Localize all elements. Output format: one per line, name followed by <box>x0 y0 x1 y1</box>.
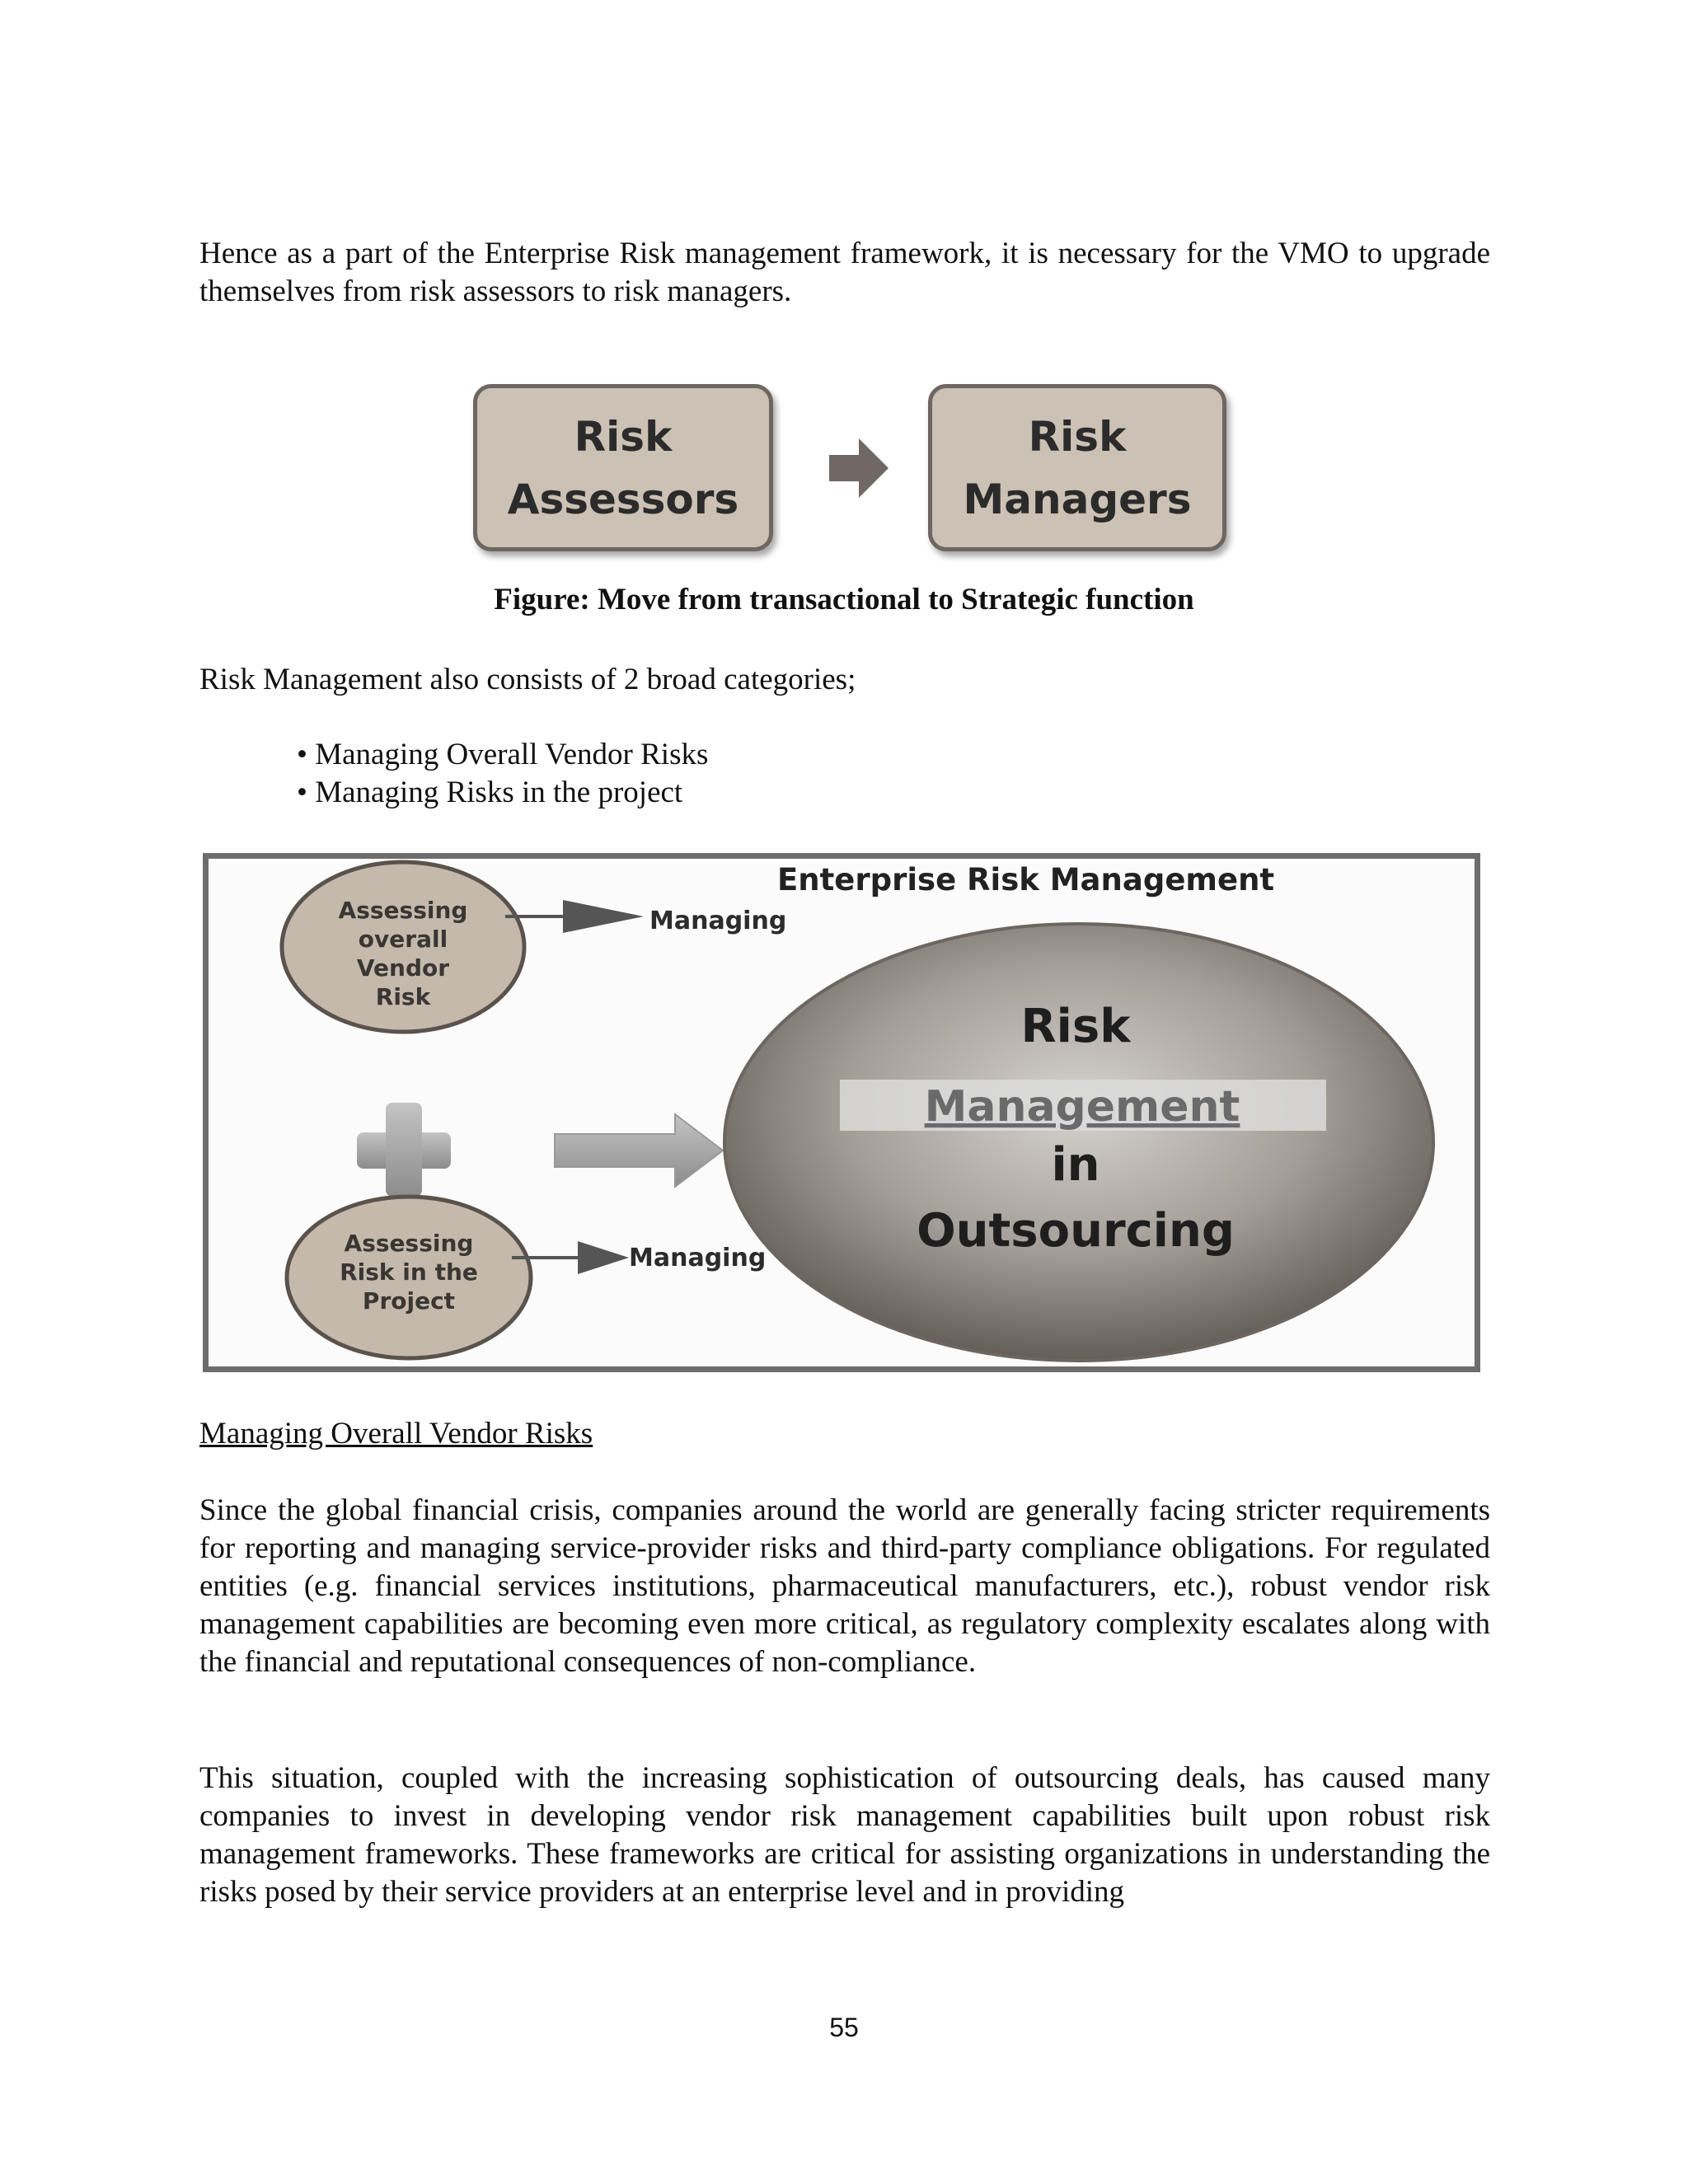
top-arrow-label: Managing <box>649 907 787 935</box>
paragraph-outsourcing: This situation, coupled with the increasing sophistication of outsourcing deals, has caused many companies to invest in developing vendor risk management capabilities built upon robust risk management frameworks. These frameworks are critical for assisting organizations in understanding the risks posed by their service providers at an enterprise level and in providing <box>199 1761 1490 1909</box>
bullet-list <box>297 736 708 812</box>
right-arrow-icon <box>826 435 892 501</box>
erm-title: Enterprise Risk Management <box>777 862 1275 898</box>
risk-managers-line1: Risk <box>1028 412 1127 461</box>
bottom-circle-line2: Risk in the <box>340 1258 478 1286</box>
section-heading: Managing Overall Vendor Risks <box>199 1417 593 1451</box>
top-circle-line1: Assessing <box>338 897 468 924</box>
bottom-arrow-label: Managing <box>629 1244 767 1272</box>
top-circle-line2: overall <box>358 926 448 953</box>
top-circle-line3: Vendor <box>356 954 450 982</box>
figure-caption: Figure: Move from transactional to Strategic function <box>494 583 1194 616</box>
page-number: 55 <box>829 2013 859 2042</box>
risk-assessors-box <box>473 384 773 551</box>
bottom-arrow-head-icon <box>578 1241 629 1274</box>
bullet-item-vendor-risks: • Managing Overall Vendor Risks <box>297 738 709 771</box>
paragraph-financial-crisis: Since the global financial crisis, companies around the world are generally facing stricter requirements for reporting and managing service-provider risks and third-party compliance obligations. For regulated entities (e.g. financial services institutions, pharmaceutical manufacturers, etc.), robust vendor risk management capabilities are becoming even more critical, as regulatory complexity escalates along with the financial and reputational consequences of non-compliance. <box>199 1493 1490 1679</box>
bottom-circle-line1: Assessing <box>344 1230 474 1257</box>
risk-managers-box <box>928 384 1226 551</box>
risk-assessors-line2: Assessors <box>507 475 739 523</box>
middle-arrow-icon <box>555 1114 723 1187</box>
top-circle-line4: Risk <box>375 983 431 1010</box>
big-circle-line2: Management <box>924 1082 1240 1132</box>
categories-intro: Risk Management also consists of 2 broad categories; <box>199 663 856 696</box>
bullet-item-project-risks: • Managing Risks in the project <box>297 776 683 809</box>
erm-diagram-canvas <box>209 859 1475 1366</box>
risk-assessors-line1: Risk <box>574 412 673 461</box>
erm-diagram <box>203 853 1480 1372</box>
big-circle-line1: Risk <box>1020 1000 1131 1053</box>
risk-managers-line2: Managers <box>963 475 1192 523</box>
intro-paragraph: Hence as a part of the Enterprise Risk management framework, it is necessary for the VMO to upgrade themselves from risk assessors to risk managers. <box>199 237 1490 308</box>
plus-icon <box>357 1103 451 1197</box>
top-arrow-head-icon <box>563 900 644 933</box>
big-circle-line3: in <box>1051 1138 1100 1192</box>
bottom-circle-line3: Project <box>362 1287 456 1315</box>
big-circle-line4: Outsourcing <box>917 1204 1235 1258</box>
